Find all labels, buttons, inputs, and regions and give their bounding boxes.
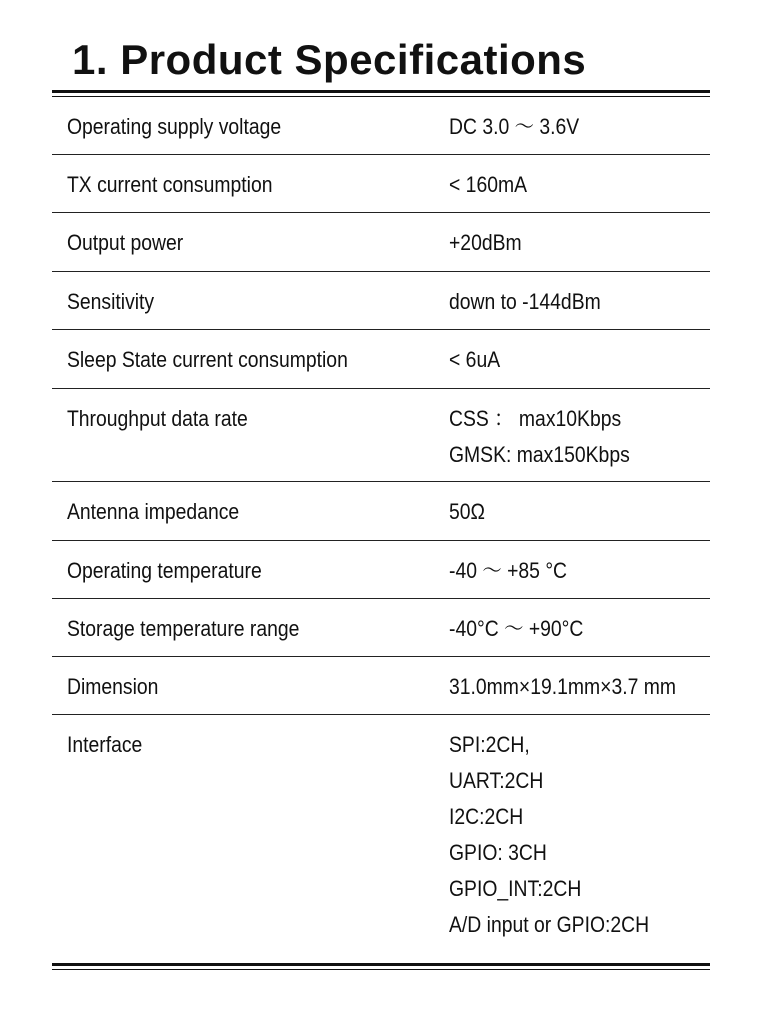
spec-row-supply-voltage — [52, 97, 710, 155]
spec-value: < 6uA — [449, 347, 501, 372]
spec-value: -40 ～ +85 °C — [449, 558, 568, 583]
spec-value-cell — [449, 611, 710, 656]
spec-value-cell — [449, 553, 710, 598]
spec-value: SPI:2CH, — [449, 732, 530, 757]
spec-value-cell — [449, 727, 710, 960]
spec-row-tx-current — [52, 155, 710, 213]
spec-label: Output power — [66, 230, 184, 255]
bottom-double-rule — [52, 963, 710, 970]
spec-row-antenna-impedance — [52, 482, 710, 541]
page-title: 1. Product Specifications — [72, 36, 587, 83]
spec-label: TX current consumption — [66, 172, 273, 197]
spec-row-interface — [52, 715, 710, 960]
spec-value: DC 3.0 ～ 3.6V — [449, 114, 580, 139]
spec-row-data-rate — [52, 389, 710, 482]
spec-row-sleep-current — [52, 330, 710, 389]
spec-value-cell — [449, 669, 710, 714]
spec-label: Sleep State current consumption — [66, 347, 348, 372]
spec-label: Sensitivity — [66, 289, 155, 314]
spec-label: Operating temperature — [66, 558, 262, 583]
spec-label: Storage temperature range — [66, 616, 300, 641]
spec-value: 50Ω — [449, 499, 486, 524]
spec-label: Operating supply voltage — [66, 114, 282, 139]
spec-value-cell — [449, 225, 710, 271]
spec-value: I2C:2CH — [449, 804, 524, 829]
spec-label: Throughput data rate — [66, 406, 248, 431]
spec-value: -40°C ～ +90°C — [449, 616, 584, 641]
spec-value-cell — [449, 342, 710, 388]
spec-value: GPIO: 3CH — [449, 840, 547, 865]
spec-row-storage-temperature — [52, 599, 710, 657]
spec-row-operating-temperature — [52, 541, 710, 599]
spec-label: Antenna impedance — [66, 499, 240, 524]
spec-value: 31.0mm×19.1mm×3.7 mm — [449, 674, 677, 699]
spec-value-cell — [449, 109, 710, 154]
spec-row-output-power — [52, 213, 710, 272]
spec-value: GMSK: max150Kbps — [449, 442, 630, 467]
spec-value-cell — [449, 167, 710, 212]
spec-table — [52, 97, 710, 960]
spec-row-dimension — [52, 657, 710, 715]
spec-value-cell — [449, 494, 710, 540]
spec-label: Interface — [66, 732, 143, 757]
spec-value-cell — [449, 401, 710, 481]
spec-value: down to -144dBm — [449, 289, 601, 314]
spec-value: UART:2CH — [449, 768, 544, 793]
spec-value: GPIO_INT:2CH — [449, 876, 582, 901]
spec-value: CSS ： max10Kbps — [449, 406, 622, 431]
spec-value: < 160mA — [449, 172, 528, 197]
top-double-rule — [52, 90, 710, 97]
spec-row-sensitivity — [52, 272, 710, 330]
spec-value-cell — [449, 284, 710, 329]
spec-value: A/D input or GPIO:2CH — [449, 912, 650, 937]
spec-label: Dimension — [66, 674, 159, 699]
spec-value: +20dBm — [449, 230, 522, 255]
